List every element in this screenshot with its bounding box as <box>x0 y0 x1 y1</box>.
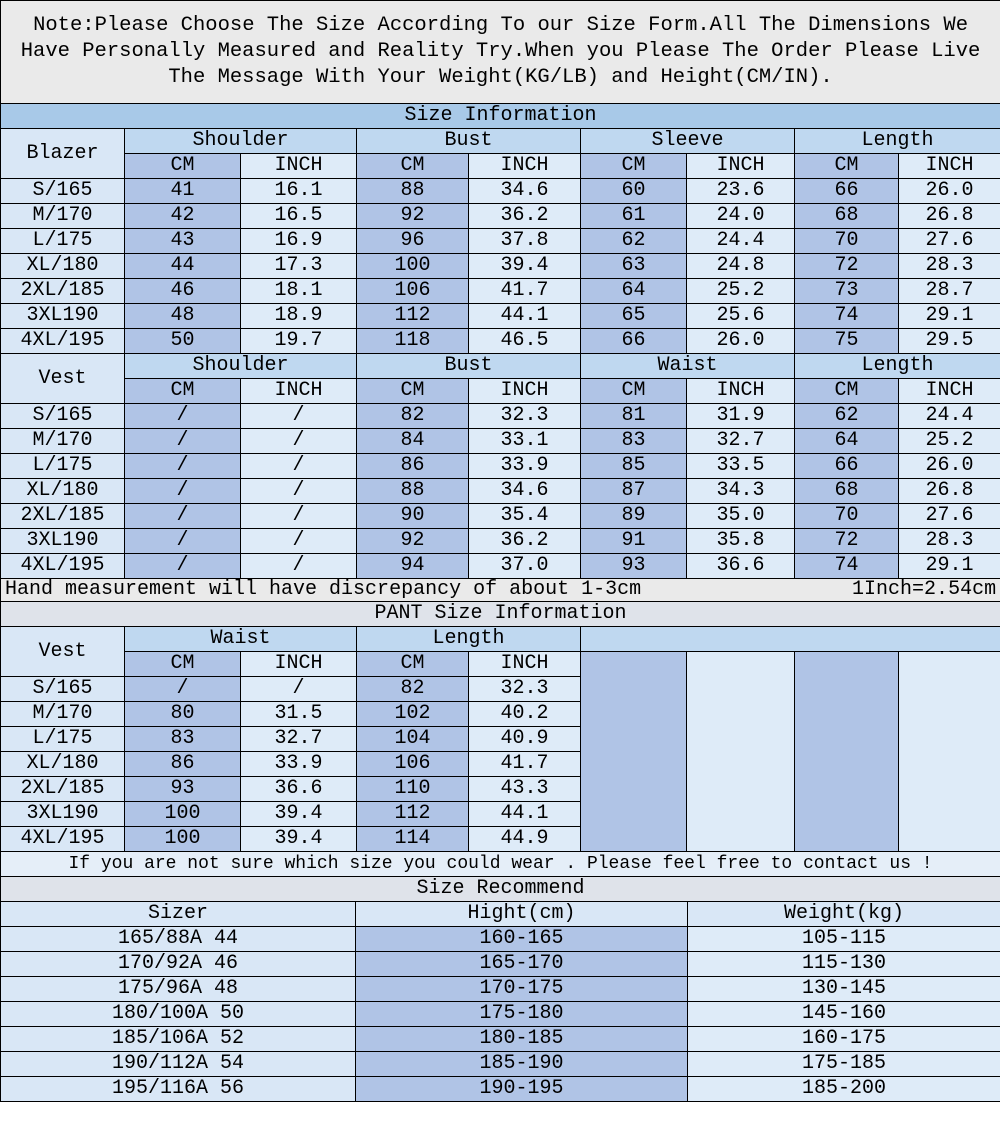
table-cell: 96 <box>357 229 469 254</box>
table-cell: 87 <box>581 479 687 504</box>
table-cell: 44.9 <box>469 827 581 852</box>
table-cell: 48 <box>125 304 241 329</box>
table-cell: / <box>241 404 357 429</box>
table-cell: / <box>125 504 241 529</box>
pant-group: Waist <box>125 627 357 652</box>
table-cell: 65 <box>581 304 687 329</box>
unit-header: INCH <box>469 652 581 677</box>
table-row <box>1 554 1000 579</box>
rec-header: Weight(kg) <box>688 902 1000 927</box>
table-cell: 165/88A 44 <box>1 927 356 952</box>
table-cell: / <box>125 429 241 454</box>
table-cell: 43 <box>125 229 241 254</box>
table-cell: / <box>125 404 241 429</box>
unit-header: INCH <box>899 379 1000 404</box>
table-cell: 34.6 <box>469 179 581 204</box>
table-cell: 92 <box>357 204 469 229</box>
table-cell: 34.6 <box>469 479 581 504</box>
table-cell: 33.1 <box>469 429 581 454</box>
table-cell: 60 <box>581 179 687 204</box>
unit-header: CM <box>581 154 687 179</box>
table-cell: 110 <box>357 777 469 802</box>
table-cell: 74 <box>795 304 899 329</box>
unit-header: INCH <box>241 379 357 404</box>
table-cell: 84 <box>357 429 469 454</box>
recommend-title: Size Recommend <box>1 877 1000 902</box>
table-cell: 100 <box>357 254 469 279</box>
table-cell: / <box>241 429 357 454</box>
table-row <box>1 1002 1000 1027</box>
table-cell: 25.2 <box>687 279 795 304</box>
size-label: 3XL190 <box>1 802 125 827</box>
table-cell: 36.2 <box>469 204 581 229</box>
table-cell: 83 <box>581 429 687 454</box>
table-cell: 64 <box>581 279 687 304</box>
table-cell: / <box>125 479 241 504</box>
discrepancy-note: Hand measurement will have discrepancy of about 1-3cm <box>5 578 642 601</box>
table-cell: 89 <box>581 504 687 529</box>
table-cell: 180-185 <box>356 1027 688 1052</box>
table-row <box>1 304 1000 329</box>
table-cell: 82 <box>357 404 469 429</box>
table-cell: 75 <box>795 329 899 354</box>
table-cell: 170/92A 46 <box>1 952 356 977</box>
table-cell: 31.5 <box>241 702 357 727</box>
table-row <box>1 404 1000 429</box>
size-label: 4XL/195 <box>1 329 125 354</box>
table-cell: 41.7 <box>469 279 581 304</box>
table-cell: / <box>241 479 357 504</box>
table-row <box>1 479 1000 504</box>
table-cell: 62 <box>581 229 687 254</box>
size-label: XL/180 <box>1 479 125 504</box>
table-cell: 28.3 <box>899 529 1000 554</box>
table-cell: 33.5 <box>687 454 795 479</box>
unit-header: INCH <box>241 154 357 179</box>
blazer-group: Length <box>795 129 1000 154</box>
table-cell: 64 <box>795 429 899 454</box>
pant-group: Length <box>357 627 581 652</box>
pant-empty-col <box>899 652 1000 852</box>
table-cell: 18.9 <box>241 304 357 329</box>
table-cell: 26.8 <box>899 204 1000 229</box>
table-cell: 24.4 <box>899 404 1000 429</box>
table-cell: 32.7 <box>687 429 795 454</box>
table-cell: 23.6 <box>687 179 795 204</box>
table-cell: 16.9 <box>241 229 357 254</box>
table-cell: 46 <box>125 279 241 304</box>
table-cell: 145-160 <box>688 1002 1000 1027</box>
table-cell: 72 <box>795 254 899 279</box>
pant-section <box>1 627 1000 852</box>
table-cell: 66 <box>795 179 899 204</box>
table-row <box>1 254 1000 279</box>
unit-header: INCH <box>469 154 581 179</box>
table-cell: 35.8 <box>687 529 795 554</box>
unit-header: CM <box>125 652 241 677</box>
unit-header: CM <box>357 379 469 404</box>
table-cell: 73 <box>795 279 899 304</box>
table-cell: 190/112A 54 <box>1 1052 356 1077</box>
unit-header: CM <box>357 652 469 677</box>
table-cell: 72 <box>795 529 899 554</box>
table-cell: 32.3 <box>469 677 581 702</box>
table-cell: 74 <box>795 554 899 579</box>
table-cell: 112 <box>357 802 469 827</box>
table-cell: 66 <box>795 454 899 479</box>
size-label: L/175 <box>1 727 125 752</box>
table-cell: 94 <box>357 554 469 579</box>
table-cell: 37.0 <box>469 554 581 579</box>
table-cell: 70 <box>795 229 899 254</box>
size-label: 2XL/185 <box>1 777 125 802</box>
table-cell: 118 <box>357 329 469 354</box>
table-cell: 68 <box>795 479 899 504</box>
table-cell: 61 <box>581 204 687 229</box>
table-cell: 34.3 <box>687 479 795 504</box>
table-cell: 112 <box>357 304 469 329</box>
table-cell: 25.2 <box>899 429 1000 454</box>
inch-conversion: 1Inch=2.54cm <box>852 578 997 601</box>
blazer-label: Blazer <box>1 129 125 179</box>
note-text: Note:Please Choose The Size According To our Size Form.All The Dimensions We Have Personally Measured and Reality Try.When you Please The Order Please Live The Message With Your Weight(KG/LB) and Height(CM/IN). <box>1 1 1000 104</box>
table-cell: 29.1 <box>899 554 1000 579</box>
table-cell: 36.2 <box>469 529 581 554</box>
table-cell: / <box>241 554 357 579</box>
size-label: XL/180 <box>1 752 125 777</box>
table-cell: 180/100A 50 <box>1 1002 356 1027</box>
table-cell: 28.7 <box>899 279 1000 304</box>
table-row <box>1 529 1000 554</box>
table-row <box>1 1052 1000 1077</box>
table-cell: 24.4 <box>687 229 795 254</box>
unit-header: CM <box>795 154 899 179</box>
table-cell: 86 <box>357 454 469 479</box>
table-cell: 83 <box>125 727 241 752</box>
table-cell: 39.4 <box>241 827 357 852</box>
table-cell: 81 <box>581 404 687 429</box>
table-cell: 85 <box>581 454 687 479</box>
pant-label: Vest <box>1 627 125 677</box>
table-cell: 44.1 <box>469 802 581 827</box>
unit-header: CM <box>795 379 899 404</box>
table-cell: 82 <box>357 677 469 702</box>
table-row <box>1 977 1000 1002</box>
table-cell: 190-195 <box>356 1077 688 1102</box>
table-cell: 62 <box>795 404 899 429</box>
pant-title: PANT Size Information <box>1 602 1000 627</box>
unit-header: INCH <box>241 652 357 677</box>
table-cell: 90 <box>357 504 469 529</box>
table-cell: 91 <box>581 529 687 554</box>
table-cell: 46.5 <box>469 329 581 354</box>
table-row <box>1 504 1000 529</box>
table-row <box>1 1077 1000 1102</box>
blazer-group: Bust <box>357 129 581 154</box>
table-cell: 39.4 <box>469 254 581 279</box>
blazer-section <box>1 129 1000 354</box>
size-label: S/165 <box>1 677 125 702</box>
vest-group: Length <box>795 354 1000 379</box>
table-cell: 63 <box>581 254 687 279</box>
table-cell: 16.1 <box>241 179 357 204</box>
table-cell: 92 <box>357 529 469 554</box>
unit-header: CM <box>125 154 241 179</box>
table-cell: 27.6 <box>899 229 1000 254</box>
table-cell: 41 <box>125 179 241 204</box>
table-cell: 165-170 <box>356 952 688 977</box>
table-cell: 36.6 <box>241 777 357 802</box>
table-cell: 17.3 <box>241 254 357 279</box>
table-row <box>1 927 1000 952</box>
size-info-title: Size Information <box>1 104 1000 129</box>
table-cell: 26.0 <box>899 179 1000 204</box>
table-cell: 27.6 <box>899 504 1000 529</box>
rec-header: Hight(cm) <box>356 902 688 927</box>
table-cell: 80 <box>125 702 241 727</box>
unit-header: INCH <box>469 379 581 404</box>
table-cell: / <box>125 554 241 579</box>
table-cell: 16.5 <box>241 204 357 229</box>
table-cell: 26.0 <box>899 454 1000 479</box>
table-cell: 26.0 <box>687 329 795 354</box>
table-cell: 115-130 <box>688 952 1000 977</box>
size-label: M/170 <box>1 429 125 454</box>
table-cell: 86 <box>125 752 241 777</box>
table-cell: 44.1 <box>469 304 581 329</box>
table-cell: / <box>241 677 357 702</box>
vest-group: Bust <box>357 354 581 379</box>
table-cell: 29.1 <box>899 304 1000 329</box>
table-cell: 114 <box>357 827 469 852</box>
size-label: L/175 <box>1 229 125 254</box>
unit-header: CM <box>357 154 469 179</box>
table-cell: 185-200 <box>688 1077 1000 1102</box>
table-cell: 19.7 <box>241 329 357 354</box>
table-cell: 35.4 <box>469 504 581 529</box>
table-cell: 106 <box>357 752 469 777</box>
table-cell: 33.9 <box>469 454 581 479</box>
table-cell: 105-115 <box>688 927 1000 952</box>
table-cell: 66 <box>581 329 687 354</box>
pant-empty-col <box>795 652 899 852</box>
table-cell: 31.9 <box>687 404 795 429</box>
table-cell: 50 <box>125 329 241 354</box>
table-cell: 70 <box>795 504 899 529</box>
unit-header: INCH <box>687 154 795 179</box>
table-row <box>1 952 1000 977</box>
unit-header: INCH <box>687 379 795 404</box>
table-cell: 93 <box>581 554 687 579</box>
table-cell: 39.4 <box>241 802 357 827</box>
table-row <box>1 229 1000 254</box>
table-cell: 130-145 <box>688 977 1000 1002</box>
table-cell: 33.9 <box>241 752 357 777</box>
table-cell: 32.7 <box>241 727 357 752</box>
table-cell: / <box>241 504 357 529</box>
table-cell: 32.3 <box>469 404 581 429</box>
pant-empty-col <box>581 652 687 852</box>
table-cell: 28.3 <box>899 254 1000 279</box>
table-cell: 185/106A 52 <box>1 1027 356 1052</box>
size-label: M/170 <box>1 204 125 229</box>
table-cell: 41.7 <box>469 752 581 777</box>
rec-header: Sizer <box>1 902 356 927</box>
table-cell: 42 <box>125 204 241 229</box>
size-label: 4XL/195 <box>1 827 125 852</box>
unit-header: CM <box>125 379 241 404</box>
table-cell: / <box>125 454 241 479</box>
table-cell: 106 <box>357 279 469 304</box>
table-cell: 93 <box>125 777 241 802</box>
table-cell: 175-180 <box>356 1002 688 1027</box>
table-row <box>1 179 1000 204</box>
table-cell: 88 <box>357 179 469 204</box>
table-cell: 175/96A 48 <box>1 977 356 1002</box>
table-cell: 104 <box>357 727 469 752</box>
discrepancy-row <box>1 579 1000 602</box>
vest-group: Shoulder <box>125 354 357 379</box>
table-row <box>1 204 1000 229</box>
table-cell: 160-165 <box>356 927 688 952</box>
table-cell: 185-190 <box>356 1052 688 1077</box>
table-cell: 29.5 <box>899 329 1000 354</box>
vest-group: Waist <box>581 354 795 379</box>
size-label: S/165 <box>1 404 125 429</box>
size-recommend-table <box>0 901 1000 1102</box>
size-label: 3XL190 <box>1 304 125 329</box>
table-row <box>1 1027 1000 1052</box>
size-label: S/165 <box>1 179 125 204</box>
pant-empty-col <box>687 652 795 852</box>
table-cell: 43.3 <box>469 777 581 802</box>
size-label: 2XL/185 <box>1 504 125 529</box>
table-cell: 37.8 <box>469 229 581 254</box>
blazer-group: Sleeve <box>581 129 795 154</box>
table-cell: 24.8 <box>687 254 795 279</box>
table-row <box>1 279 1000 304</box>
table-cell: 102 <box>357 702 469 727</box>
table-cell: 68 <box>795 204 899 229</box>
vest-label: Vest <box>1 354 125 404</box>
table-row <box>1 454 1000 479</box>
table-cell: 160-175 <box>688 1027 1000 1052</box>
table-cell: 24.0 <box>687 204 795 229</box>
size-label: M/170 <box>1 702 125 727</box>
table-cell: / <box>241 454 357 479</box>
table-cell: 40.2 <box>469 702 581 727</box>
table-cell: / <box>241 529 357 554</box>
table-cell: 35.0 <box>687 504 795 529</box>
vest-section <box>1 354 1000 579</box>
table-cell: 170-175 <box>356 977 688 1002</box>
table-cell: 100 <box>125 827 241 852</box>
unit-header: INCH <box>899 154 1000 179</box>
table-cell: 195/116A 56 <box>1 1077 356 1102</box>
table-cell: 25.6 <box>687 304 795 329</box>
size-label: L/175 <box>1 454 125 479</box>
size-label: 3XL190 <box>1 529 125 554</box>
table-cell: 36.6 <box>687 554 795 579</box>
table-cell: 44 <box>125 254 241 279</box>
table-row <box>1 429 1000 454</box>
table-cell: 26.8 <box>899 479 1000 504</box>
table-cell: 175-185 <box>688 1052 1000 1077</box>
table-cell: 88 <box>357 479 469 504</box>
size-label: 4XL/195 <box>1 554 125 579</box>
table-cell: 18.1 <box>241 279 357 304</box>
unit-header: CM <box>581 379 687 404</box>
table-cell: 40.9 <box>469 727 581 752</box>
table-cell: / <box>125 677 241 702</box>
pant-empty-header <box>581 627 1000 652</box>
table-cell: 100 <box>125 802 241 827</box>
size-label: XL/180 <box>1 254 125 279</box>
contact-note: If you are not sure which size you could wear . Please feel free to contact us ! <box>1 852 1000 877</box>
table-row <box>1 329 1000 354</box>
size-label: 2XL/185 <box>1 279 125 304</box>
blazer-group: Shoulder <box>125 129 357 154</box>
table-cell: / <box>125 529 241 554</box>
